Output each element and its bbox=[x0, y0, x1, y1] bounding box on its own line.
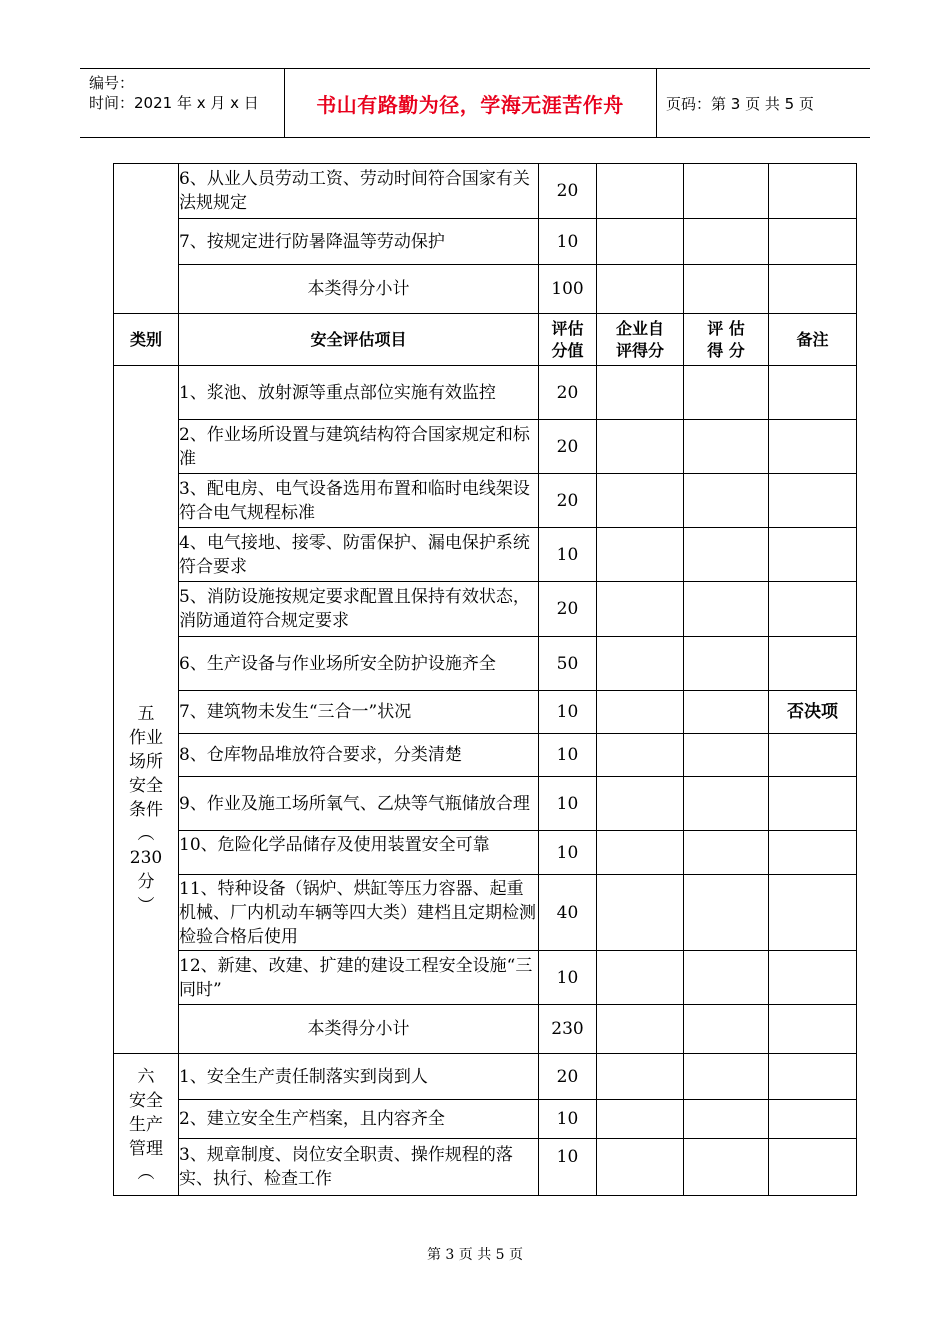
table-row bbox=[114, 1139, 857, 1196]
score-value: 20 bbox=[539, 474, 597, 528]
eval-score-cell[interactable] bbox=[684, 219, 769, 265]
score-value: 10 bbox=[539, 1139, 597, 1196]
item-text: 4、电气接地、接零、防雷保护、漏电保护系统符合要求 bbox=[179, 528, 539, 582]
remark-cell[interactable] bbox=[769, 164, 857, 219]
score-value: 20 bbox=[539, 420, 597, 474]
item-text-clipped: 10、危险化学品储存及使用装置安全可靠 bbox=[179, 834, 490, 855]
code-label: 编号： bbox=[89, 74, 135, 92]
table-row bbox=[114, 528, 857, 582]
header-remark: 备注 bbox=[769, 314, 857, 366]
self-score-cell[interactable] bbox=[597, 582, 684, 637]
table-row bbox=[114, 951, 857, 1005]
self-score-cell[interactable] bbox=[597, 1100, 684, 1139]
table-row bbox=[114, 777, 857, 831]
eval-score-cell[interactable] bbox=[684, 637, 769, 691]
self-score-cell[interactable] bbox=[597, 831, 684, 875]
self-score-cell[interactable] bbox=[597, 366, 684, 420]
category-section-6: 六 安全 生产 管理 ︵ bbox=[114, 1054, 179, 1196]
self-score-cell[interactable] bbox=[597, 1139, 684, 1196]
item-text: 2、建立安全生产档案，且内容齐全 bbox=[179, 1100, 539, 1139]
remark-cell[interactable] bbox=[769, 777, 857, 831]
eval-score-cell[interactable] bbox=[684, 951, 769, 1005]
subtotal-row bbox=[114, 1005, 857, 1054]
score-value: 20 bbox=[539, 164, 597, 219]
eval-score-cell[interactable] bbox=[684, 1100, 769, 1139]
remark-cell[interactable] bbox=[769, 474, 857, 528]
self-score-cell[interactable] bbox=[597, 734, 684, 777]
table-row bbox=[114, 366, 857, 420]
eval-score-cell[interactable] bbox=[684, 831, 769, 875]
remark-cell[interactable] bbox=[769, 734, 857, 777]
assessment-table bbox=[113, 163, 857, 1196]
eval-score-cell[interactable] bbox=[684, 1139, 769, 1196]
item-text: 7、按规定进行防暑降温等劳动保护 bbox=[179, 219, 539, 265]
remark-cell[interactable] bbox=[769, 420, 857, 474]
self-score-cell[interactable] bbox=[597, 1005, 684, 1054]
eval-score-cell[interactable] bbox=[684, 582, 769, 637]
header-self-score: 企业自评得分 bbox=[597, 314, 684, 366]
self-score-cell[interactable] bbox=[597, 637, 684, 691]
self-score-cell[interactable] bbox=[597, 164, 684, 219]
item-text: 8、仓库物品堆放符合要求，分类清楚 bbox=[179, 734, 539, 777]
eval-score-cell[interactable] bbox=[684, 420, 769, 474]
self-score-cell[interactable] bbox=[597, 951, 684, 1005]
item-text: 6、从业人员劳动工资、劳动时间符合国家有关法规规定 bbox=[179, 164, 539, 219]
item-text: 1、浆池、放射源等重点部位实施有效监控 bbox=[179, 366, 539, 420]
score-value: 20 bbox=[539, 366, 597, 420]
table-row bbox=[114, 1054, 857, 1100]
score-value: 50 bbox=[539, 637, 597, 691]
header-score: 评估分值 bbox=[539, 314, 597, 366]
item-text: 1、安全生产责任制落实到岗到人 bbox=[179, 1054, 539, 1100]
self-score-cell[interactable] bbox=[597, 691, 684, 734]
item-text: 11、特种设备（锅炉、烘缸等压力容器、起重机械、厂内机动车辆等四大类）建档且定期检测检验合格后使用 bbox=[179, 875, 539, 951]
remark-cell[interactable] bbox=[769, 582, 857, 637]
self-score-cell[interactable] bbox=[597, 265, 684, 314]
item-text: 3、配电房、电气设备选用布置和临时电线架设符合电气规程标准 bbox=[179, 474, 539, 528]
eval-score-cell[interactable] bbox=[684, 777, 769, 831]
self-score-cell[interactable] bbox=[597, 1054, 684, 1100]
page-footer: 第 3 页 共 5 页 bbox=[426, 1247, 524, 1263]
remark-cell[interactable] bbox=[769, 1100, 857, 1139]
table-row bbox=[114, 164, 857, 219]
header-meta bbox=[80, 69, 285, 137]
table-row bbox=[114, 582, 857, 637]
table-row bbox=[114, 875, 857, 951]
item-text: 12、新建、改建、扩建的建设工程安全设施“三同时” bbox=[179, 951, 539, 1005]
table-row bbox=[114, 219, 857, 265]
eval-score-cell[interactable] bbox=[684, 1054, 769, 1100]
table-header-row bbox=[114, 314, 857, 366]
item-text bbox=[179, 831, 539, 875]
table-row bbox=[114, 420, 857, 474]
remark-cell[interactable] bbox=[769, 1005, 857, 1054]
page-header bbox=[80, 68, 870, 138]
score-value: 10 bbox=[539, 691, 597, 734]
item-text: 9、作业及施工场所氧气、乙炔等气瓶储放合理 bbox=[179, 777, 539, 831]
eval-score-cell[interactable] bbox=[684, 734, 769, 777]
score-value: 10 bbox=[539, 831, 597, 875]
remark-cell[interactable] bbox=[769, 951, 857, 1005]
item-text: 7、建筑物未发生“三合一”状况 bbox=[179, 691, 539, 734]
remark-cell[interactable] bbox=[769, 219, 857, 265]
eval-score-cell[interactable] bbox=[684, 164, 769, 219]
item-text: 2、作业场所设置与建筑结构符合国家规定和标准 bbox=[179, 420, 539, 474]
remark-cell[interactable] bbox=[769, 831, 857, 875]
score-value: 10 bbox=[539, 951, 597, 1005]
self-score-cell[interactable] bbox=[597, 528, 684, 582]
subtotal-value: 230 bbox=[539, 1005, 597, 1054]
eval-score-cell[interactable] bbox=[684, 528, 769, 582]
score-value: 10 bbox=[539, 528, 597, 582]
remark-cell[interactable] bbox=[769, 1139, 857, 1196]
self-score-cell[interactable] bbox=[597, 875, 684, 951]
table-row bbox=[114, 734, 857, 777]
eval-score-cell[interactable] bbox=[684, 265, 769, 314]
remark-cell[interactable] bbox=[769, 1054, 857, 1100]
category-section-5: 五 作业 场所 安全 条件 ︵ 230 分 ︶ bbox=[114, 366, 179, 1054]
table-row bbox=[114, 691, 857, 734]
table-row bbox=[114, 1100, 857, 1139]
self-score-cell[interactable] bbox=[597, 219, 684, 265]
header-item: 安全评估项目 bbox=[179, 314, 539, 366]
table-row bbox=[114, 831, 857, 875]
eval-score-cell[interactable] bbox=[684, 691, 769, 734]
header-eval-score: 评 估 得 分 bbox=[684, 314, 769, 366]
subtotal-label: 本类得分小计 bbox=[179, 1005, 539, 1054]
item-text: 3、规章制度、岗位安全职责、操作规程的落实、执行、检查工作 bbox=[179, 1139, 539, 1196]
header-category: 类别 bbox=[114, 314, 179, 366]
score-value: 20 bbox=[539, 582, 597, 637]
remark-cell[interactable] bbox=[769, 637, 857, 691]
self-score-cell[interactable] bbox=[597, 474, 684, 528]
category-cell-empty bbox=[114, 164, 179, 314]
eval-score-cell[interactable] bbox=[684, 1005, 769, 1054]
eval-score-cell[interactable] bbox=[684, 875, 769, 951]
table-row bbox=[114, 474, 857, 528]
self-score-cell[interactable] bbox=[597, 420, 684, 474]
remark-cell-veto[interactable]: 否决项 bbox=[769, 691, 857, 734]
score-value: 10 bbox=[539, 734, 597, 777]
subtotal-label: 本类得分小计 bbox=[179, 265, 539, 314]
eval-score-cell[interactable] bbox=[684, 474, 769, 528]
item-text: 5、消防设施按规定要求配置且保持有效状态，消防通道符合规定要求 bbox=[179, 582, 539, 637]
subtotal-value: 100 bbox=[539, 265, 597, 314]
score-value: 10 bbox=[539, 219, 597, 265]
item-text: 6、生产设备与作业场所安全防护设施齐全 bbox=[179, 637, 539, 691]
score-value: 10 bbox=[539, 777, 597, 831]
remark-cell[interactable] bbox=[769, 366, 857, 420]
subtotal-row bbox=[114, 265, 857, 314]
eval-score-cell[interactable] bbox=[684, 366, 769, 420]
self-score-cell[interactable] bbox=[597, 777, 684, 831]
remark-cell[interactable] bbox=[769, 875, 857, 951]
score-value: 10 bbox=[539, 1100, 597, 1139]
page-label: 页码：第 3 页 共 5 页 bbox=[666, 94, 814, 113]
remark-cell[interactable] bbox=[769, 528, 857, 582]
table-row bbox=[114, 637, 857, 691]
score-value: 20 bbox=[539, 1054, 597, 1100]
date-label: 时间：2021 年 x 月 x 日 bbox=[89, 94, 259, 112]
motto: 书山有路勤为径，学海无涯苦作舟 bbox=[284, 69, 657, 137]
score-value: 40 bbox=[539, 875, 597, 951]
remark-cell[interactable] bbox=[769, 265, 857, 314]
